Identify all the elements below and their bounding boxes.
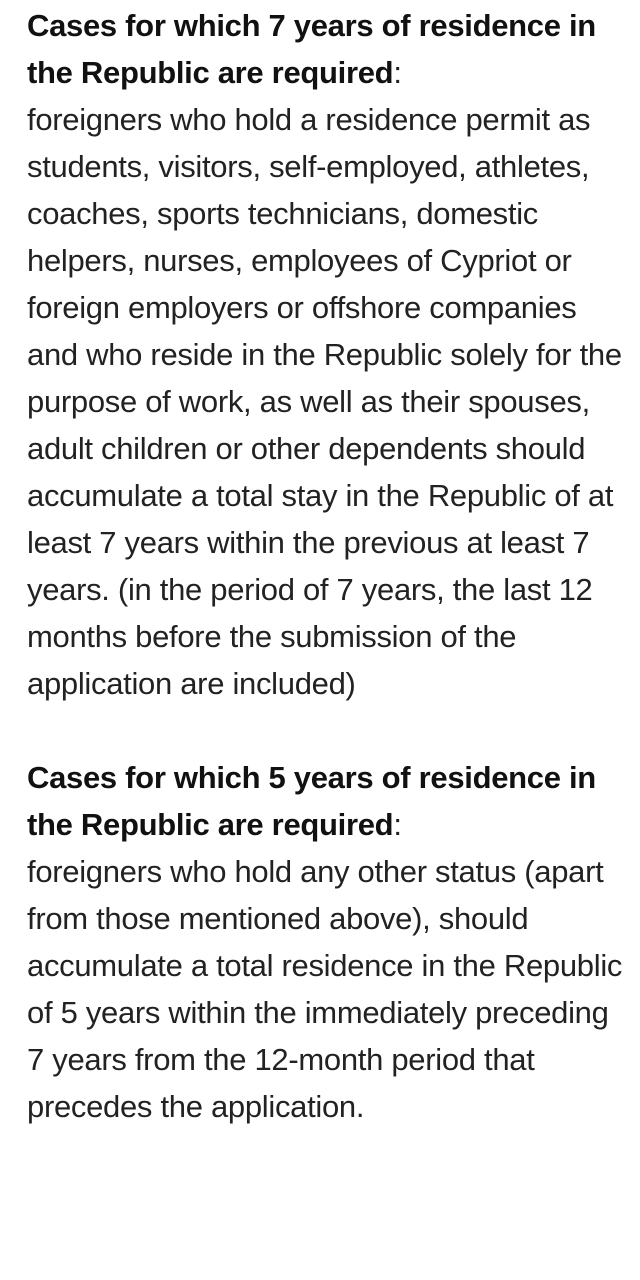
- section-body: foreigners who hold a residence permit as students, visitors, self-employed, athletes, coaches, sports technicians, domestic helpers, nurses, employees of Cypriot or foreign employers or offshore companies and who reside in the Republic solely for the purpose of work, as well as their spouses, adult children or other dependents should accumulate a total stay in the Republic of at least 7 years within the previous at least 7 years. (in the period of 7 years, the last 12 months before the submission of the application are included): [27, 102, 622, 701]
- document-text: [27, 2, 627, 1130]
- heading-colon: :: [393, 807, 402, 842]
- section-heading: Cases for which 5 years of residence in the Republic are required: [27, 760, 596, 842]
- section-5-years: [27, 754, 627, 1130]
- heading-colon: :: [393, 55, 402, 90]
- section-body: foreigners who hold any other status (apart from those mentioned above), should accumulate a total residence in the Republic of 5 years within the immediately preceding 7 years from the 12-month period that precedes the application.: [27, 854, 623, 1124]
- section-7-years: [27, 2, 627, 707]
- section-heading: Cases for which 7 years of residence in the Republic are required: [27, 8, 596, 90]
